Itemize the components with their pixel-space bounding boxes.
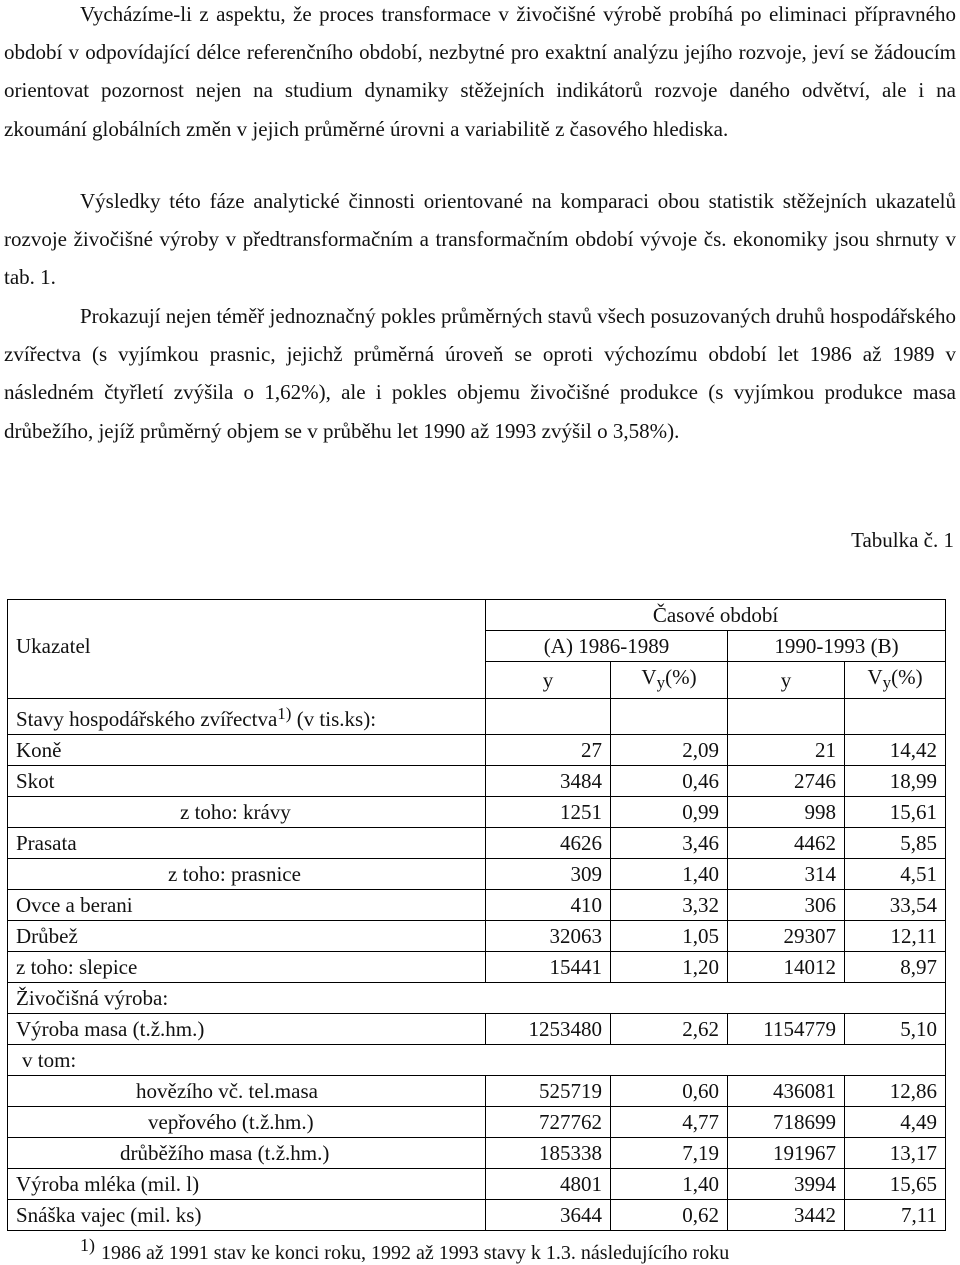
table-row bbox=[8, 766, 946, 797]
table-footnote bbox=[80, 1235, 729, 1265]
cell-v-a: 1,05 bbox=[611, 921, 728, 952]
cell-y-b: 29307 bbox=[728, 921, 845, 952]
cell-y-a: 4801 bbox=[486, 1169, 611, 1200]
cell-v-b: 12,11 bbox=[845, 921, 946, 952]
header-period: Časové období bbox=[486, 600, 946, 631]
header-period-a: (A) 1986-1989 bbox=[486, 631, 728, 662]
row-label: drůběžího masa (t.ž.hm.) bbox=[8, 1138, 486, 1169]
cell-v-b: 33,54 bbox=[845, 890, 946, 921]
in-that-label: v tom: bbox=[8, 1045, 946, 1076]
row-label: Prasata bbox=[8, 828, 486, 859]
table-row bbox=[8, 1107, 946, 1138]
header-row-period bbox=[8, 600, 946, 631]
table-row bbox=[8, 1014, 946, 1045]
section-row-production bbox=[8, 983, 946, 1014]
paragraph-intro: Vycházíme-li z aspektu, že proces transformace v živočišné výrobě probíhá po eliminaci přípravného období v odpovídající délce referenčního období, nezbytné pro exaktní analýzu jejího rozvoje, jeví se žádoucím orientovat pozornost nejen na studium dynamiky stěžejních indikátorů rozvoje daného odvětví, ale i na zkoumání globálních změn v jejich průměrné úrovni a variabilitě z časového hlediska. bbox=[4, 2, 956, 141]
table-row bbox=[8, 952, 946, 983]
cell-y-b: 314 bbox=[728, 859, 845, 890]
cell-v-b: 8,97 bbox=[845, 952, 946, 983]
cell-y-b: 3994 bbox=[728, 1169, 845, 1200]
cell-v-a: 7,19 bbox=[611, 1138, 728, 1169]
header-row-stats bbox=[8, 662, 946, 699]
cell-y-b: 14012 bbox=[728, 952, 845, 983]
cell-v-b: 5,10 bbox=[845, 1014, 946, 1045]
row-label: Výroba masa (t.ž.hm.) bbox=[8, 1014, 486, 1045]
cell-y-a: 185338 bbox=[486, 1138, 611, 1169]
table-row bbox=[8, 890, 946, 921]
section-row-in-that bbox=[8, 1045, 946, 1076]
cell-y-b: 4462 bbox=[728, 828, 845, 859]
cell-v-b: 15,65 bbox=[845, 1169, 946, 1200]
header-y-b: y bbox=[728, 662, 845, 699]
cell-v-b: 4,51 bbox=[845, 859, 946, 890]
cell-v-a: 3,32 bbox=[611, 890, 728, 921]
cell-y-a: 525719 bbox=[486, 1076, 611, 1107]
cell-v-b: 13,17 bbox=[845, 1138, 946, 1169]
row-label: z toho: prasnice bbox=[8, 859, 486, 890]
cell-y-b: 3442 bbox=[728, 1200, 845, 1231]
section-production-label: Živočišná výroba: bbox=[8, 983, 946, 1014]
table-row bbox=[8, 735, 946, 766]
cell-v-a: 3,46 bbox=[611, 828, 728, 859]
table-row bbox=[8, 921, 946, 952]
header-period-b: 1990-1993 (B) bbox=[728, 631, 946, 662]
cell-y-a: 3644 bbox=[486, 1200, 611, 1231]
cell-v-b: 14,42 bbox=[845, 735, 946, 766]
row-label: vepřového (t.ž.hm.) bbox=[8, 1107, 486, 1138]
cell-v-a: 1,40 bbox=[611, 1169, 728, 1200]
cell-v-a: 1,20 bbox=[611, 952, 728, 983]
row-label: Výroba mléka (mil. l) bbox=[8, 1169, 486, 1200]
row-label: Skot bbox=[8, 766, 486, 797]
table-row bbox=[8, 1138, 946, 1169]
cell-y-a: 309 bbox=[486, 859, 611, 890]
paragraph-findings: Prokazují nejen téměř jednoznačný pokles průměrných stavů všech posuzovaných druhů hospodářského zvířectva (s vyjímkou prasnic, jejichž průměrná úroveň se oproti výchozímu období let 1986 až 1989 v následném čtyřletí zvýšila o 1,62%), ale i pokles objemu živočišné produkce (s vyjímkou produkce masa drůbežího, jejíž průměrný objem se v průběhu let 1990 až 1993 zvýšil o 3,58%). bbox=[4, 304, 956, 443]
header-v-b: $V_y(\%)$ bbox=[845, 662, 946, 699]
row-label: Snáška vajec (mil. ks) bbox=[8, 1200, 486, 1231]
table-row bbox=[8, 797, 946, 828]
cell-v-a: 0,46 bbox=[611, 766, 728, 797]
cell-y-b: 998 bbox=[728, 797, 845, 828]
cell-y-a: 410 bbox=[486, 890, 611, 921]
cell-y-a: 15441 bbox=[486, 952, 611, 983]
cell-y-b: 1154779 bbox=[728, 1014, 845, 1045]
section-livestock-label: Stavy hospodářského zvířectva$^{1)}$ (v tis.ks): bbox=[8, 699, 486, 735]
cell-y-b: 436081 bbox=[728, 1076, 845, 1107]
cell-v-a: 0,62 bbox=[611, 1200, 728, 1231]
cell-v-a: 1,40 bbox=[611, 859, 728, 890]
cell-y-a: 32063 bbox=[486, 921, 611, 952]
paragraph-results: Výsledky této fáze analytické činnosti orientované na komparaci obou statistik stěžejních ukazatelů rozvoje živočišné výroby v předtransformačním a transformačním období vývoje čs. ekonomiky jsou shrnuty v tab. 1. bbox=[4, 189, 956, 290]
cell-y-a: 27 bbox=[486, 735, 611, 766]
cell-v-a: 2,62 bbox=[611, 1014, 728, 1045]
header-blank bbox=[8, 600, 486, 631]
cell-v-b: 4,49 bbox=[845, 1107, 946, 1138]
row-label: Koně bbox=[8, 735, 486, 766]
cell-v-b: 7,11 bbox=[845, 1200, 946, 1231]
row-label: Ovce a berani bbox=[8, 890, 486, 921]
section-row-livestock bbox=[8, 699, 946, 735]
table-caption: Tabulka č. 1 bbox=[851, 528, 954, 552]
cell-y-b: 191967 bbox=[728, 1138, 845, 1169]
cell-v-a: 4,77 bbox=[611, 1107, 728, 1138]
table-row bbox=[8, 1076, 946, 1107]
cell-v-a: 2,09 bbox=[611, 735, 728, 766]
cell-y-a: 4626 bbox=[486, 828, 611, 859]
cell-y-b: 718699 bbox=[728, 1107, 845, 1138]
cell-y-a: 1251 bbox=[486, 797, 611, 828]
cell-y-b: 2746 bbox=[728, 766, 845, 797]
table-row bbox=[8, 1169, 946, 1200]
header-blank-2 bbox=[8, 662, 486, 699]
table-row bbox=[8, 859, 946, 890]
cell-y-b: 306 bbox=[728, 890, 845, 921]
header-indicator: Ukazatel bbox=[8, 631, 486, 662]
row-label: z toho: krávy bbox=[8, 797, 486, 828]
cell-v-b: 12,86 bbox=[845, 1076, 946, 1107]
livestock-production-table bbox=[7, 599, 946, 1231]
footnote-mark: 1) bbox=[80, 1235, 95, 1255]
cell-y-a: 727762 bbox=[486, 1107, 611, 1138]
header-row-ranges bbox=[8, 631, 946, 662]
cell-v-b: 15,61 bbox=[845, 797, 946, 828]
footnote-text: 1986 až 1991 stav ke konci roku, 1992 až 1993 stavy k 1.3. následujícího roku bbox=[101, 1242, 730, 1264]
table-row bbox=[8, 828, 946, 859]
table-row bbox=[8, 1200, 946, 1231]
cell-v-b: 5,85 bbox=[845, 828, 946, 859]
row-label: Drůbež bbox=[8, 921, 486, 952]
cell-v-b: 18,99 bbox=[845, 766, 946, 797]
row-label: z toho: slepice bbox=[8, 952, 486, 983]
cell-v-a: 0,60 bbox=[611, 1076, 728, 1107]
header-v-a: $V_y(\%)$ bbox=[611, 662, 728, 699]
cell-y-a: 1253480 bbox=[486, 1014, 611, 1045]
cell-y-a: 3484 bbox=[486, 766, 611, 797]
header-y-a: y bbox=[486, 662, 611, 699]
cell-y-b: 21 bbox=[728, 735, 845, 766]
cell-v-a: 0,99 bbox=[611, 797, 728, 828]
row-label: hovězího vč. tel.masa bbox=[8, 1076, 486, 1107]
